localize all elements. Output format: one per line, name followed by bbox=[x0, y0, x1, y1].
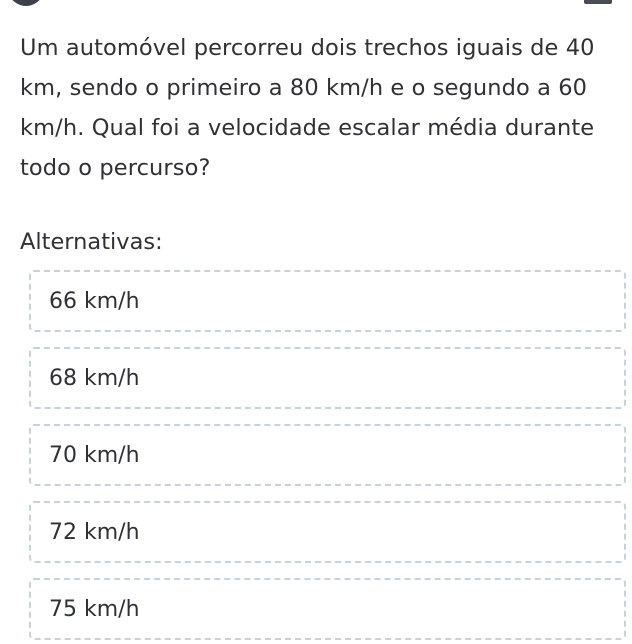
option-75[interactable] bbox=[29, 578, 626, 640]
alternatives-list bbox=[29, 270, 626, 640]
option-label: 72 km/h bbox=[49, 519, 140, 545]
option-68[interactable] bbox=[29, 347, 626, 409]
option-70[interactable] bbox=[29, 424, 626, 486]
alternatives-title: Alternativas: bbox=[20, 229, 163, 255]
option-label: 68 km/h bbox=[49, 365, 140, 391]
option-72[interactable] bbox=[29, 501, 626, 563]
option-label: 75 km/h bbox=[49, 596, 140, 622]
option-label: 70 km/h bbox=[49, 442, 140, 468]
question-text: Um automóvel percorreu dois trechos iguais de 40 km, sendo o primeiro a 80 km/h e o segundo a 60 km/h. Qual foi a velocidade escalar média durante todo o percurso? bbox=[20, 35, 595, 181]
option-66[interactable] bbox=[29, 270, 626, 332]
avatar bbox=[4, 0, 48, 6]
option-label: 66 km/h bbox=[49, 288, 140, 314]
menu-icon[interactable] bbox=[584, 0, 612, 4]
